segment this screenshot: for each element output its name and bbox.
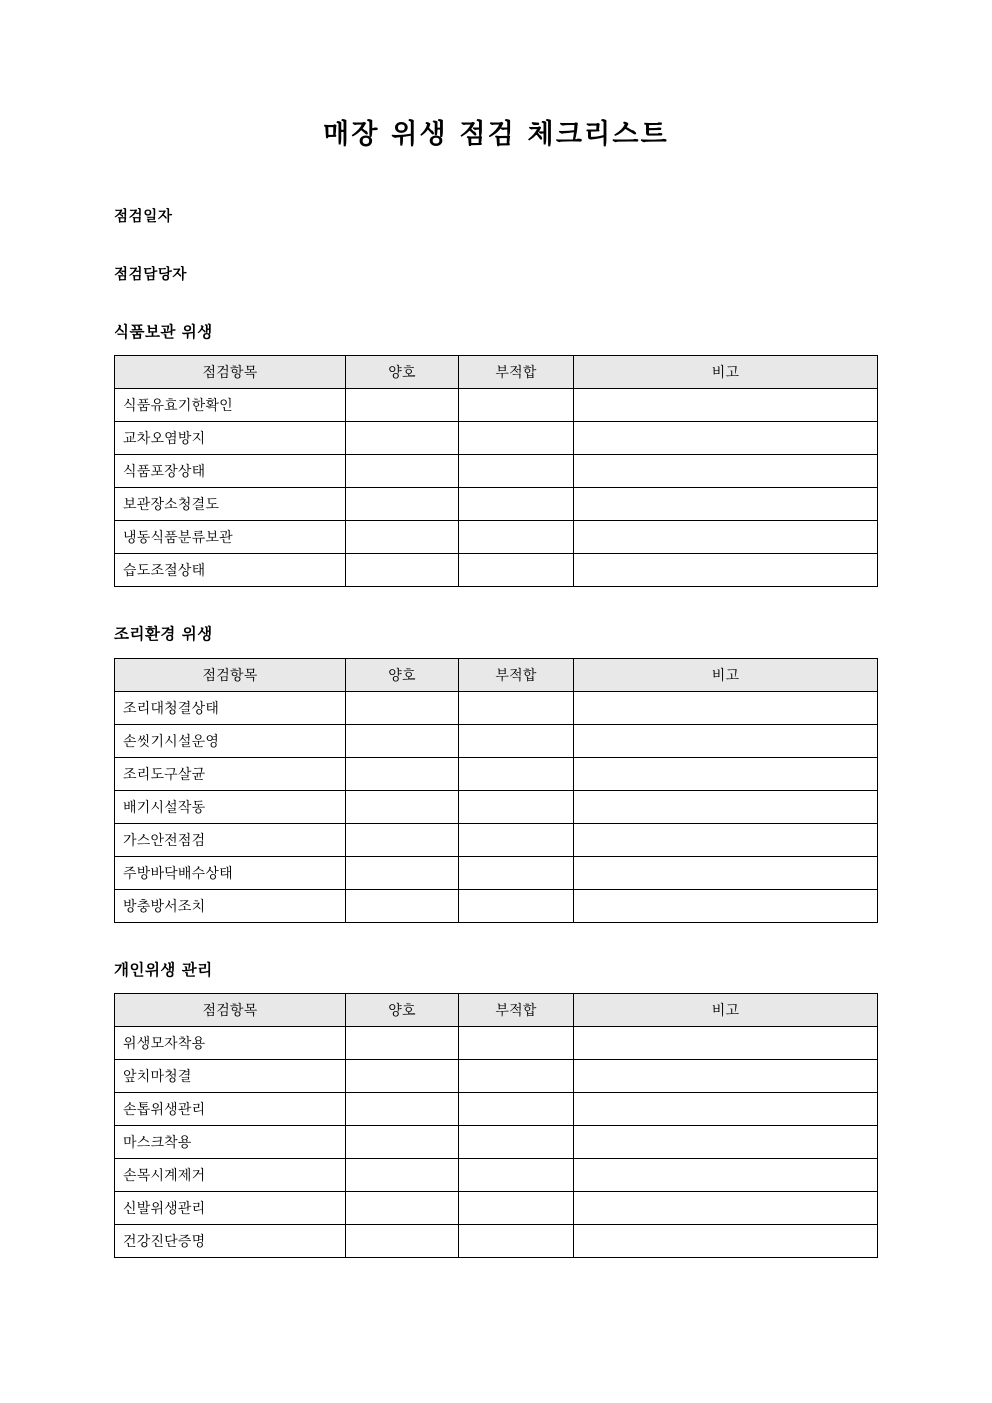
table-row [115,488,878,521]
checkbox-cell-bad[interactable] [459,488,574,521]
section-heading: 식품보관 위생 [114,322,213,341]
table-header-note: 비고 [574,658,878,691]
checkbox-cell-bad[interactable] [459,856,574,889]
remarks-cell[interactable] [574,1126,878,1159]
checkbox-cell-bad[interactable] [459,389,574,422]
table-row [115,554,878,587]
checklist-item-label: 앞치마청결 [115,1060,346,1093]
table-header-bad: 부적합 [459,994,574,1027]
table-row [115,521,878,554]
checkbox-cell-good[interactable] [346,1060,459,1093]
remarks-cell[interactable] [574,1027,878,1060]
checkbox-cell-good[interactable] [346,1225,459,1258]
checkbox-cell-good[interactable] [346,1159,459,1192]
remarks-cell[interactable] [574,1192,878,1225]
table-row [115,1159,878,1192]
remarks-cell[interactable] [574,422,878,455]
sections-container [114,323,878,1259]
checkbox-cell-bad[interactable] [459,521,574,554]
remarks-cell[interactable] [574,1093,878,1126]
checkbox-cell-bad[interactable] [459,422,574,455]
checklist-item-label: 조리도구살균 [115,757,346,790]
table-row [115,1126,878,1159]
checkbox-cell-good[interactable] [346,691,459,724]
checkbox-cell-good[interactable] [346,455,459,488]
field-label-inspection-date: 점검일자 [114,208,173,225]
table-header-item: 점검항목 [115,994,346,1027]
checklist-item-label: 배기시설작동 [115,790,346,823]
remarks-cell[interactable] [574,823,878,856]
table-row [115,1093,878,1126]
checkbox-cell-good[interactable] [346,521,459,554]
table-row [115,1060,878,1093]
remarks-cell[interactable] [574,1225,878,1258]
table-row [115,691,878,724]
table-row [115,757,878,790]
remarks-cell[interactable] [574,521,878,554]
table-row [115,422,878,455]
remarks-cell[interactable] [574,1159,878,1192]
checklist-table [114,355,878,587]
table-header-good: 양호 [346,994,459,1027]
checkbox-cell-bad[interactable] [459,554,574,587]
section-block [114,961,878,1259]
remarks-cell[interactable] [574,724,878,757]
section-block [114,323,878,588]
checkbox-cell-bad[interactable] [459,889,574,922]
checkbox-cell-good[interactable] [346,1093,459,1126]
checklist-item-label: 조리대청결상태 [115,691,346,724]
checkbox-cell-bad[interactable] [459,1225,574,1258]
remarks-cell[interactable] [574,389,878,422]
checkbox-cell-good[interactable] [346,790,459,823]
checkbox-cell-good[interactable] [346,889,459,922]
table-header-row [115,356,878,389]
checklist-table [114,993,878,1258]
field-label-inspector: 점검담당자 [114,267,188,284]
checklist-item-label: 손톱위생관리 [115,1093,346,1126]
checkbox-cell-bad[interactable] [459,455,574,488]
table-row [115,455,878,488]
section-block [114,625,878,923]
checkbox-cell-bad[interactable] [459,1159,574,1192]
checklist-item-label: 신발위생관리 [115,1192,346,1225]
checklist-item-label: 보관장소청결도 [115,488,346,521]
checklist-item-label: 주방바닥배수상태 [115,856,346,889]
table-header-note: 비고 [574,356,878,389]
checklist-item-label: 마스크착용 [115,1126,346,1159]
table-header-bad: 부적합 [459,356,574,389]
section-heading: 개인위생 관리 [114,960,213,979]
table-row [115,790,878,823]
remarks-cell[interactable] [574,455,878,488]
checklist-item-label: 방충방서조치 [115,889,346,922]
document-body [114,0,878,1258]
table-header-bad: 부적합 [459,658,574,691]
remarks-cell[interactable] [574,757,878,790]
checklist-item-label: 가스안전점검 [115,823,346,856]
remarks-cell[interactable] [574,790,878,823]
checkbox-cell-bad[interactable] [459,823,574,856]
checkbox-cell-bad[interactable] [459,724,574,757]
checkbox-cell-good[interactable] [346,554,459,587]
table-header-row [115,994,878,1027]
checkbox-cell-bad[interactable] [459,790,574,823]
checkbox-cell-good[interactable] [346,1126,459,1159]
table-row [115,856,878,889]
remarks-cell[interactable] [574,488,878,521]
table-row [115,389,878,422]
checklist-item-label: 손씻기시설운영 [115,724,346,757]
checkbox-cell-bad[interactable] [459,1126,574,1159]
checkbox-cell-good[interactable] [346,823,459,856]
page-title: 매장 위생 점검 체크리스트 [323,119,669,150]
remarks-cell[interactable] [574,1060,878,1093]
checkbox-cell-bad[interactable] [459,1060,574,1093]
checkbox-cell-good[interactable] [346,422,459,455]
table-row [115,1027,878,1060]
table-header-item: 점검항목 [115,658,346,691]
checkbox-cell-bad[interactable] [459,757,574,790]
table-row [115,724,878,757]
remarks-cell[interactable] [574,691,878,724]
section-heading: 조리환경 위생 [114,625,213,644]
table-row [115,889,878,922]
table-header-good: 양호 [346,658,459,691]
checklist-item-label: 위생모자착용 [115,1027,346,1060]
table-header-row [115,658,878,691]
table-header-good: 양호 [346,356,459,389]
checkbox-cell-bad[interactable] [459,1093,574,1126]
checkbox-cell-good[interactable] [346,1192,459,1225]
remarks-cell[interactable] [574,554,878,587]
table-header-note: 비고 [574,994,878,1027]
checklist-table [114,658,878,923]
checkbox-cell-good[interactable] [346,757,459,790]
table-header-item: 점검항목 [115,356,346,389]
table-row [115,823,878,856]
checkbox-cell-good[interactable] [346,1027,459,1060]
checkbox-cell-bad[interactable] [459,691,574,724]
checklist-item-label: 교차오염방지 [115,422,346,455]
remarks-cell[interactable] [574,856,878,889]
checklist-item-label: 습도조절상태 [115,554,346,587]
checkbox-cell-good[interactable] [346,724,459,757]
checkbox-cell-good[interactable] [346,389,459,422]
remarks-cell[interactable] [574,889,878,922]
checkbox-cell-bad[interactable] [459,1192,574,1225]
checkbox-cell-good[interactable] [346,488,459,521]
table-row [115,1225,878,1258]
checklist-item-label: 건강진단증명 [115,1225,346,1258]
checklist-item-label: 냉동식품분류보관 [115,521,346,554]
checkbox-cell-bad[interactable] [459,1027,574,1060]
checkbox-cell-good[interactable] [346,856,459,889]
checklist-item-label: 식품포장상태 [115,455,346,488]
checklist-item-label: 손목시계제거 [115,1159,346,1192]
table-row [115,1192,878,1225]
checklist-item-label: 식품유효기한확인 [115,389,346,422]
